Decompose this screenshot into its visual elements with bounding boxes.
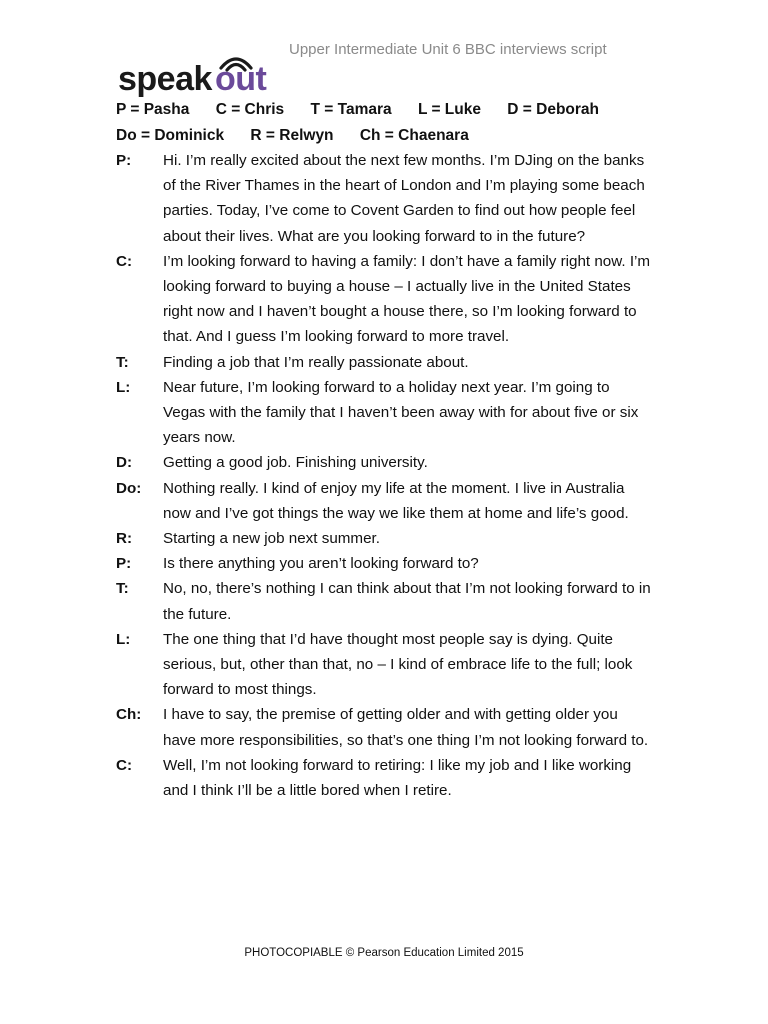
speaker-label: T: — [116, 353, 129, 371]
speaker-label: Ch: — [116, 706, 142, 724]
script-line — [116, 375, 656, 451]
legend-entry: Ch = Chaenara — [359, 127, 469, 144]
speaker-legend-row-2 — [116, 127, 491, 145]
script-line — [116, 702, 656, 752]
script-line — [116, 148, 656, 249]
speaker-label: R: — [116, 530, 133, 548]
legend-entry: C = Chris — [215, 101, 285, 118]
legend-entry: R = Relwyn — [250, 127, 334, 144]
line-text: Getting a good job. Finishing university. — [163, 454, 428, 472]
line-text: No, no, there’s nothing I can think about that I’m not looking forward to in the future. — [163, 580, 651, 623]
script-line — [116, 476, 656, 526]
script-line — [116, 350, 656, 375]
speaker-label: C: — [116, 252, 133, 270]
interview-script — [116, 148, 656, 803]
line-text: Near future, I’m looking forward to a holiday next year. I’m going to Vegas with the family that I haven’t been away with for about five or six years now. — [163, 378, 639, 447]
line-text: Hi. I’m really excited about the next few months. I’m DJing on the banks of the River Thames in the heart of London and I’m playing some beach parties. Today, I’ve come to Covent Garden to find out how people feel about their lives. What are you looking forward to in the future? — [163, 152, 645, 245]
script-line — [116, 450, 656, 475]
legend-entry: P = Pasha — [116, 101, 190, 118]
speaker-label: C: — [116, 756, 133, 774]
speaker-label: D: — [116, 454, 133, 472]
line-text: I have to say, the premise of getting older and with getting older you have more responsibilities, so that’s one thing I’m not looking forward to. — [163, 706, 649, 749]
speaker-label: L: — [116, 630, 131, 648]
line-text: I’m looking forward to having a family: I don’t have a family right now. I’m looking forward to buying a house – I actually live in the United States right now and I haven’t bought a house there, so I’m looking forward to that. And I guess I’m looking forward to more travel. — [163, 252, 651, 346]
line-text: Is there anything you aren’t looking forward to? — [163, 555, 479, 573]
speaker-legend-row-1 — [116, 101, 621, 119]
script-line — [116, 627, 656, 703]
speaker-label: P: — [116, 555, 132, 573]
script-line — [116, 526, 656, 551]
logo-speak: speak — [118, 60, 212, 98]
speaker-label: L: — [116, 378, 131, 396]
speaker-label: Do: — [116, 479, 142, 497]
footer-copyright: PHOTOCOPIABLE © Pearson Education Limited 2015 — [244, 947, 524, 959]
speaker-label: T: — [116, 580, 129, 598]
logo-out: out — [215, 60, 267, 98]
legend-entry: D = Deborah — [507, 101, 600, 118]
line-text: Finding a job that I’m really passionate about. — [163, 353, 469, 371]
script-line — [116, 753, 656, 803]
legend-entry: T = Tamara — [310, 101, 392, 118]
speaker-label: P: — [116, 152, 132, 169]
script-line — [116, 551, 656, 576]
script-line — [116, 249, 656, 350]
line-text: Nothing really. I kind of enjoy my life at the moment. I live in Australia now and I’ve got things the way we like them at home and life’s good. — [163, 479, 629, 522]
line-text: The one thing that I’d have thought most people say is dying. Quite serious, but, other than that, no – I kind of embrace life to the full; look forward to most things. — [163, 630, 633, 699]
legend-entry: Do = Dominick — [116, 127, 225, 144]
line-text: Starting a new job next summer. — [163, 530, 380, 548]
header-title: Upper Intermediate Unit 6 BBC interviews script — [289, 41, 607, 58]
line-text: Well, I’m not looking forward to retiring: I like my job and I like working and I think I’ll be a little bored when I retire. — [163, 756, 632, 800]
speakout-logo — [118, 48, 278, 98]
legend-entry: L = Luke — [417, 101, 481, 118]
script-line — [116, 576, 656, 626]
